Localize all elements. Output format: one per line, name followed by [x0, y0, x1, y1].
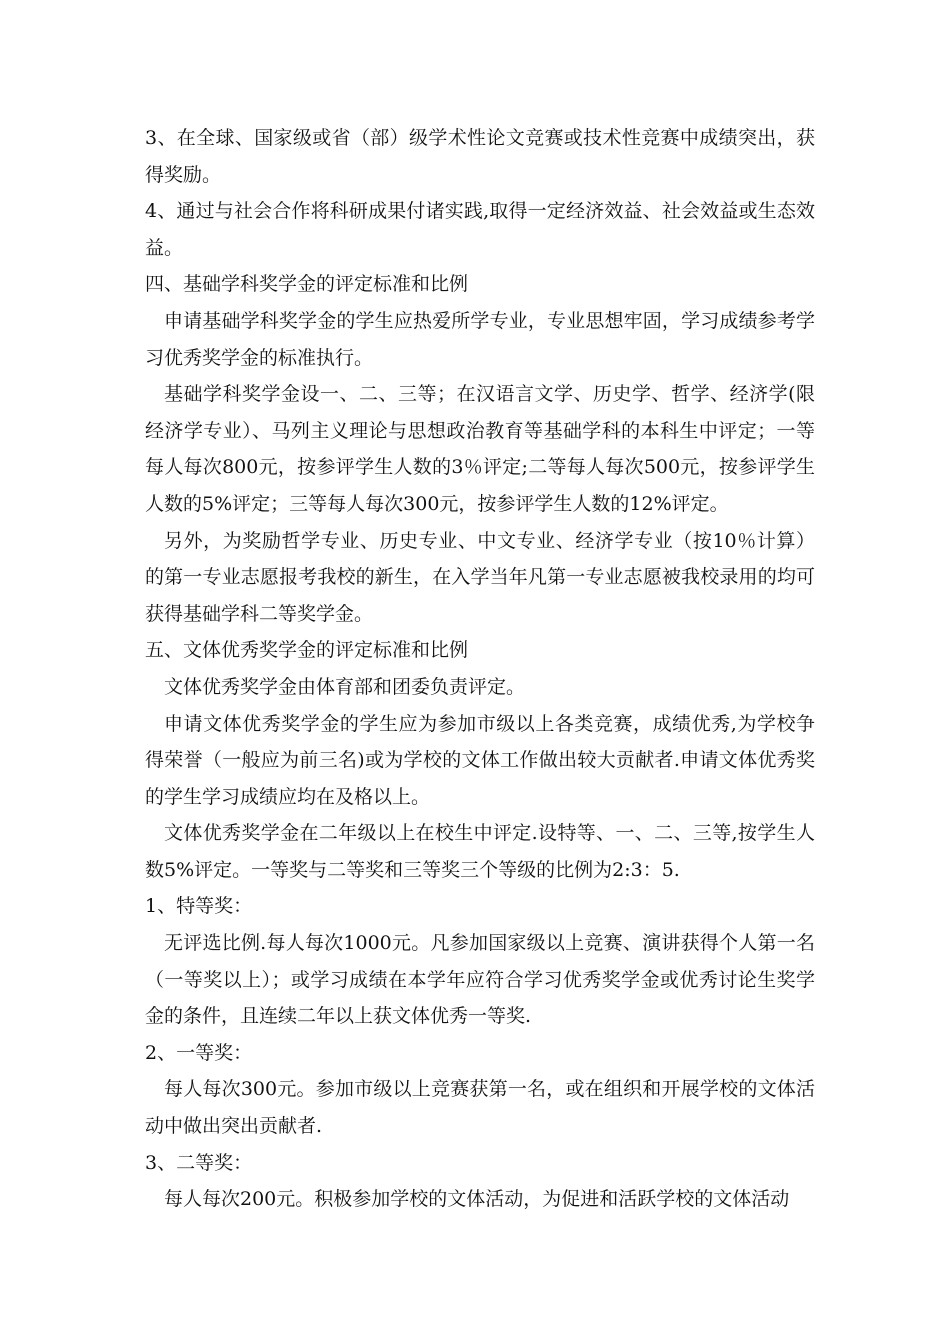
section-heading-sports-arts: 五、文体优秀奖学金的评定标准和比例	[145, 639, 469, 662]
paragraph-basic-freshmen: 另外，为奖励哲学专业、历史专业、中文专业、经济学专业（按10％计算）的第一专业志愿报考我校的新生，在入学当年凡第一专业志愿被我校录用的均可获得基础学科二等奖学金。	[145, 529, 815, 625]
paragraph-basic-application: 申请基础学科奖学金的学生应热爱所学专业，专业思想牢固，学习成绩参考学习优秀奖学金的标准执行。	[145, 309, 815, 369]
paragraph-basic-levels: 基础学科奖学金设一、二、三等；在汉语言文学、历史学、哲学、经济学(限经济学专业）、马列主义理论与思想政治教育等基础学科的本科生中评定；一等每人每次800元，按参评学生人数的3％评定;二等每人每次500元，按参评学生人数的5%评定；三等每人每次300元，按参评学生人数的12%评定。	[145, 383, 815, 515]
paragraph-sports-ratio: 文体优秀奖学金在二年级以上在校生中评定.设特等、一、二、三等,按学生人数5%评定。一等奖与二等奖和三等奖三个等级的比例为2:3：5.	[145, 822, 815, 881]
subheading-special-prize: 1、特等奖：	[145, 895, 253, 918]
paragraph-special-prize: 无评选比例.每人每次1000元。凡参加国家级以上竞赛、演讲获得个人第一名（一等奖以上）；或学习成绩在本学年应符合学习优秀奖学金或优秀讨论生奖学金的条件，且连续二年以上获文体优秀一等奖.	[145, 932, 815, 1028]
section-heading-basic-discipline: 四、基础学科奖学金的评定标准和比例	[145, 273, 469, 296]
list-item-3-rule: 3、在全球、国家级或省（部）级学术性论文竞赛或技术性竞赛中成绩突出，获得奖励。	[145, 127, 815, 186]
paragraph-sports-responsible: 文体优秀奖学金由体育部和团委负责评定。	[164, 675, 526, 698]
document-body	[145, 120, 815, 1218]
subheading-first-prize: 2、一等奖：	[145, 1041, 253, 1064]
paragraph-first-prize: 每人每次300元。参加市级以上竞赛获第一名，或在组织和开展学校的文体活动中做出突出贡献者.	[145, 1078, 815, 1138]
subheading-second-prize: 3、二等奖：	[145, 1151, 253, 1174]
paragraph-second-prize: 每人每次200元。积极参加学校的文体活动，为促进和活跃学校的文体活动	[164, 1188, 790, 1211]
paragraph-sports-application: 申请文体优秀奖学金的学生应为参加市级以上各类竞赛，成绩优秀,为学校争得荣誉（一般应为前三名)或为学校的文体工作做出较大贡献者.申请文体优秀奖的学生学习成绩应均在及格以上。	[145, 712, 815, 808]
list-item-4-rule: 4、通过与社会合作将科研成果付诸实践,取得一定经济效益、社会效益或生态效益。	[145, 200, 815, 259]
